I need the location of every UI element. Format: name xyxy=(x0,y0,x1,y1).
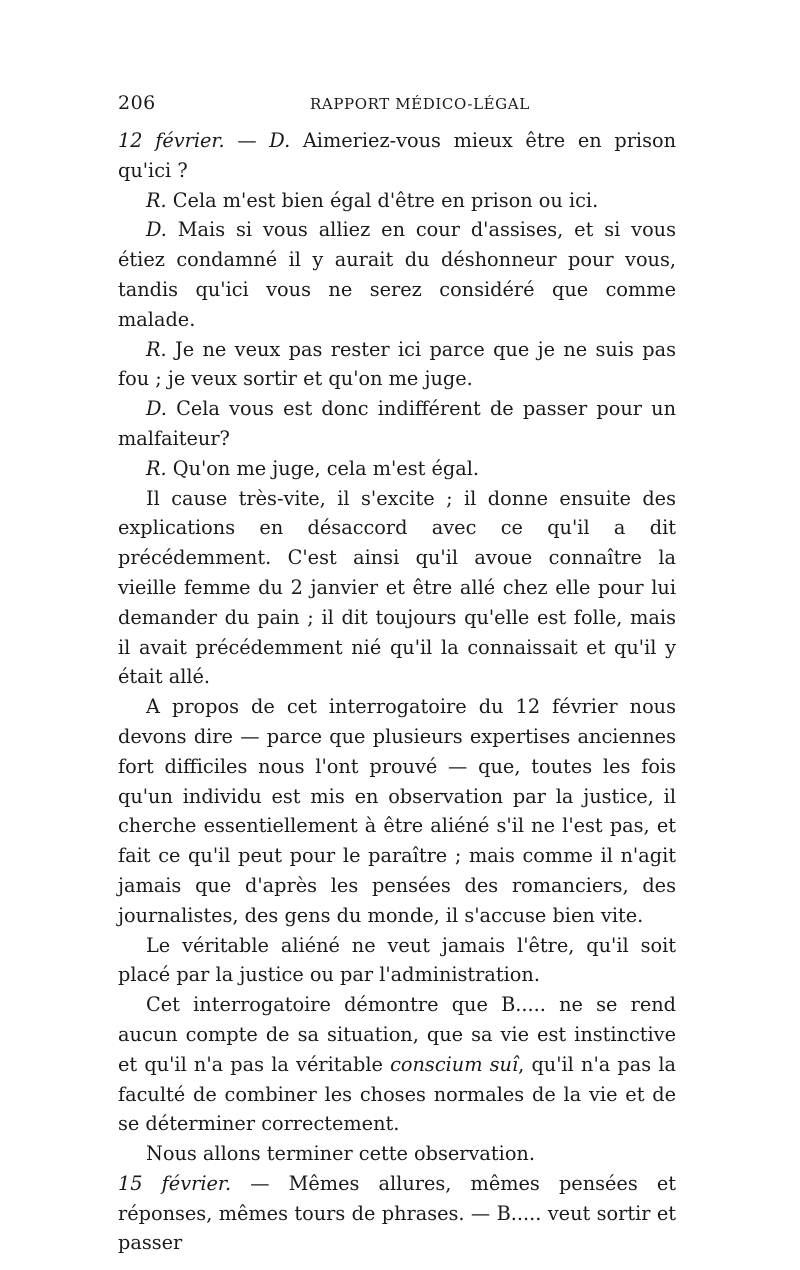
speaker-label: R. xyxy=(146,337,167,361)
dialogue-paragraph xyxy=(118,186,676,216)
dialogue-text: Aimeriez-vous mieux être en prison qu'ici ? xyxy=(118,129,677,182)
paragraph-text: — Mêmes allures, mêmes pensées et réponses, mêmes tours de phrases. — B..... veut sortir et passer xyxy=(118,1171,677,1255)
dialogue-paragraph xyxy=(118,215,676,334)
latin-term: conscium suî xyxy=(390,1052,519,1076)
body-paragraph xyxy=(118,990,676,1139)
dialogue-text: Cela m'est bien égal d'être en prison ou ici. xyxy=(166,188,599,212)
body-paragraph: A propos de cet interrogatoire du 12 février nous devons dire — parce que plusieurs expertises anciennes fort difficiles nous l'ont prouvé — que, toutes les fois qu'un individu est mis en observation par la justice, il cherche essentiellement à être aliéné s'il ne l'est pas, et fait ce qu'il peut pour le paraître ; mais comme il n'agit jamais que d'après les pensées des romanciers, des journalistes, des gens du monde, il s'accuse bien vite. xyxy=(118,695,676,927)
dialogue-paragraph xyxy=(118,335,676,395)
body-paragraph: Il cause très-vite, il s'excite ; il donne ensuite des explications en désaccord avec ce qu'il a dit précédemment. C'est ainsi qu'il avoue connaître la vieille femme du 2 janvier et être allé chez elle pour lui demander du pain ; il dit toujours qu'elle est folle, mais il avait précédemment nié qu'il la connaissait et qu'il y était allé. xyxy=(118,486,676,689)
paragraph-text: , qu'il n'a pas la faculté de combiner les choses normales de la vie et de se déterminer correctement. xyxy=(118,1052,676,1136)
speaker-label: R. xyxy=(146,188,167,212)
dialogue-paragraph xyxy=(118,454,676,484)
speaker-label: R. xyxy=(146,456,167,480)
date-label: 12 février. xyxy=(118,129,225,152)
running-head xyxy=(118,92,676,122)
dated-paragraph xyxy=(118,1169,676,1258)
page-number: 206 xyxy=(118,92,156,114)
running-title: RAPPORT MÉDICO-LÉGAL xyxy=(310,95,530,113)
dialogue-text: Je ne veux pas rester ici parce que je ne suis pas fou ; je veux sortir et qu'on me juge. xyxy=(118,337,676,391)
dialogue-paragraph xyxy=(118,394,676,454)
date-label: 15 février. xyxy=(118,1171,232,1195)
body-text xyxy=(118,126,676,1258)
speaker-label: D. xyxy=(146,218,167,242)
dialogue-text: Cela vous est donc indifférent de passer pour un malfaiteur? xyxy=(118,397,676,450)
speaker-label: D. xyxy=(146,397,167,421)
paragraph-text: Cet interrogatoire démontre que B..... ne se rend aucun compte de sa situation, que sa vie est instinctive et qu'il n'a pas la véritable xyxy=(118,993,676,1076)
body-paragraph: Nous allons terminer cette observation. xyxy=(146,1142,535,1166)
dialogue-text: Mais si vous alliez en cour d'assises, et si vous étiez condamné il y aurait du déshonneur pour vous, tandis qu'ici vous ne serez considéré que comme malade. xyxy=(118,218,676,331)
dialogue-text: Qu'on me juge, cela m'est égal. xyxy=(166,456,480,480)
body-paragraph: Le véritable aliéné ne veut jamais l'être, qu'il soit placé par la justice ou par l'administration. xyxy=(118,933,676,987)
book-page xyxy=(118,92,676,1258)
dash: — xyxy=(224,129,270,152)
dialogue-paragraph xyxy=(118,126,676,186)
speaker-label: D. xyxy=(269,129,291,152)
